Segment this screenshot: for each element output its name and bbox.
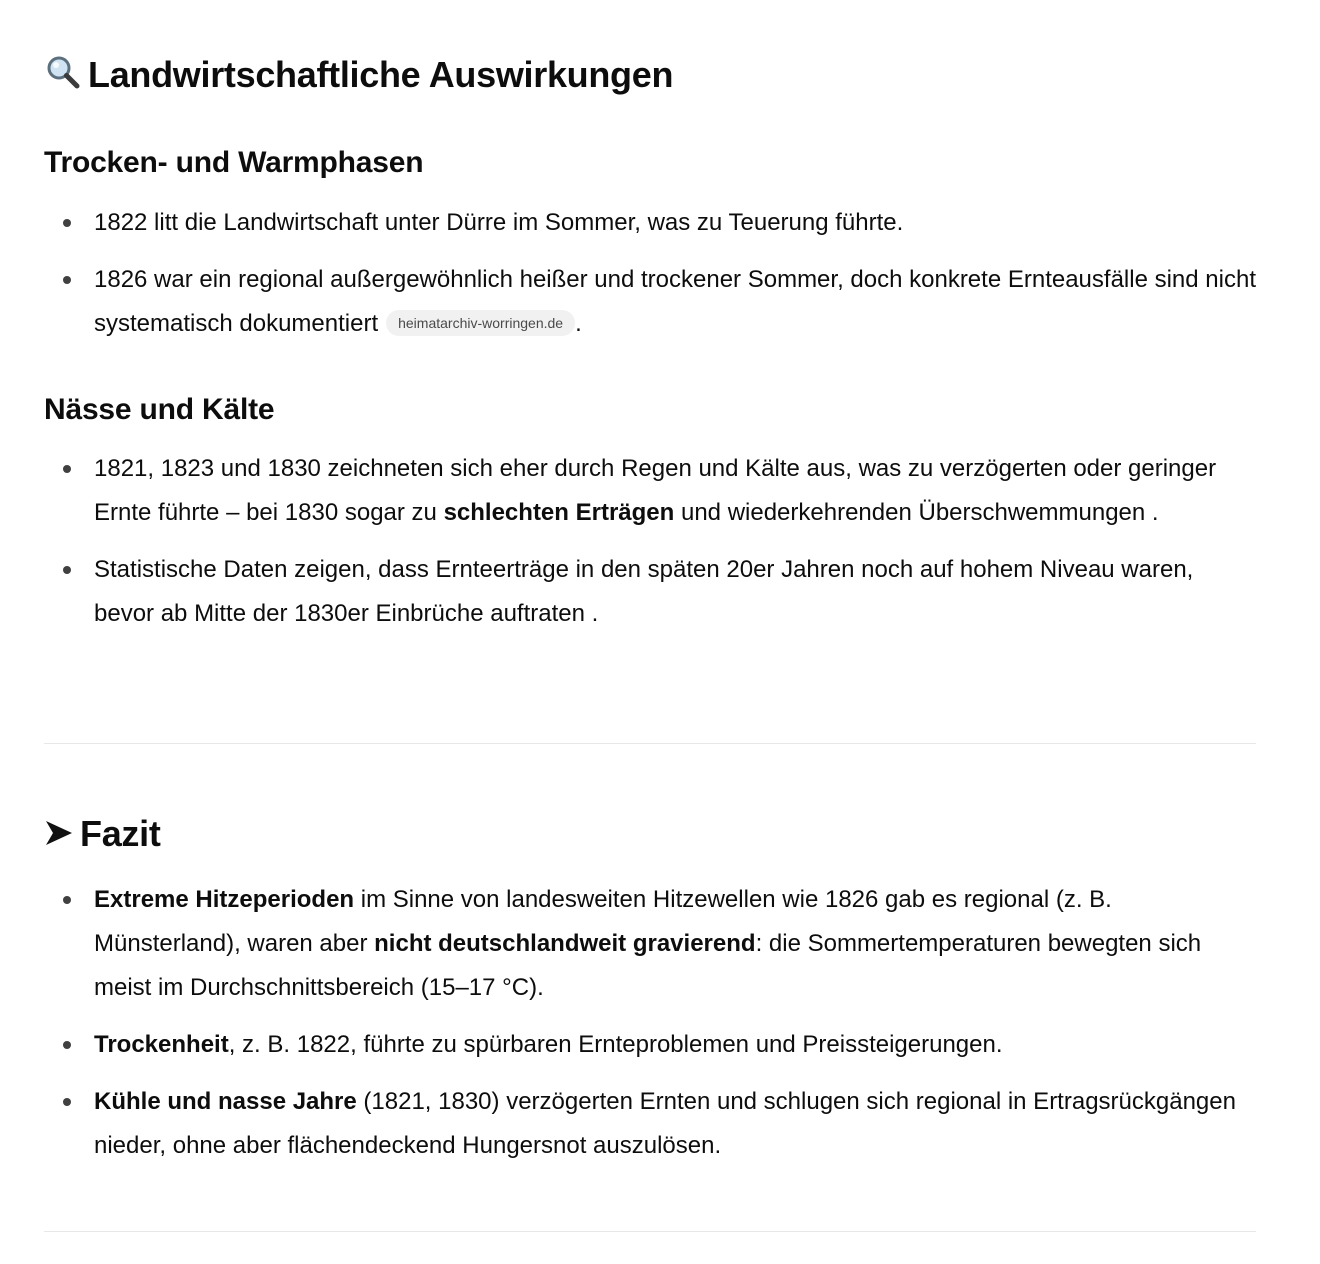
section-divider <box>44 743 1256 744</box>
bullet-icon <box>63 1098 71 1106</box>
dry-warm-list <box>44 201 1256 346</box>
bullet-icon <box>63 566 71 574</box>
list-item: Kühle und nasse Jahre (1821, 1830) verzögerten Ernten und schlugen sich regional in Ertragsrückgängen nieder, ohne aber flächendeckend Hungersnot auszulösen. <box>44 1080 1256 1168</box>
section-title-conclusion: Fazit <box>80 813 161 854</box>
subheading-dry-warm: Trocken- und Warmphasen <box>44 146 424 179</box>
list-item: Statistische Daten zeigen, dass Ernteerträge in den späten 20er Jahren noch auf hohem Niveau waren, bevor ab Mitte der 1830er Einbrüche auftraten . <box>44 548 1256 636</box>
bullet-icon <box>63 1041 71 1049</box>
section-heading-effects <box>44 53 673 101</box>
magnifier-icon <box>44 53 82 101</box>
list-item: Trockenheit, z. B. 1822, führte zu spürbaren Ernteproblemen und Preissteigerungen. <box>44 1023 1256 1067</box>
bullet-icon <box>63 896 71 904</box>
list-item: 1826 war ein regional außergewöhnlich heißer und trockener Sommer, doch konkrete Ernteausfälle sind nicht systematisch dokumentiert heimatarchiv-worringen.de . <box>44 258 1256 346</box>
section-heading-conclusion <box>44 812 161 858</box>
bullet-icon <box>63 465 71 473</box>
wet-cold-list <box>44 447 1256 636</box>
source-citation-chip[interactable]: heimatarchiv-worringen.de <box>386 310 575 336</box>
arrow-right-icon <box>44 814 74 858</box>
list-item: 1821, 1823 und 1830 zeichneten sich eher durch Regen und Kälte aus, was zu verzögerten oder geringer Ernte führte – bei 1830 sogar zu schlechten Erträgen und wiederkehrenden Überschwemmungen . <box>44 447 1256 535</box>
conclusion-list <box>44 878 1256 1168</box>
section-title-effects: Landwirtschaftliche Auswirkungen <box>88 54 674 95</box>
list-item: Extreme Hitzeperioden im Sinne von landesweiten Hitzewellen wie 1826 gab es regional (z. B. Münsterland), waren aber nicht deutschlandweit gravierend: die Sommertemperaturen bewegten sich meist im Durchschnittsbereich (15–17 °C). <box>44 878 1256 1010</box>
subheading-wet-cold: Nässe und Kälte <box>44 393 275 426</box>
bullet-icon <box>63 276 71 284</box>
section-divider <box>44 1231 1256 1232</box>
list-item: 1822 litt die Landwirtschaft unter Dürre im Sommer, was zu Teuerung führte. <box>44 201 1256 245</box>
bullet-icon <box>63 219 71 227</box>
